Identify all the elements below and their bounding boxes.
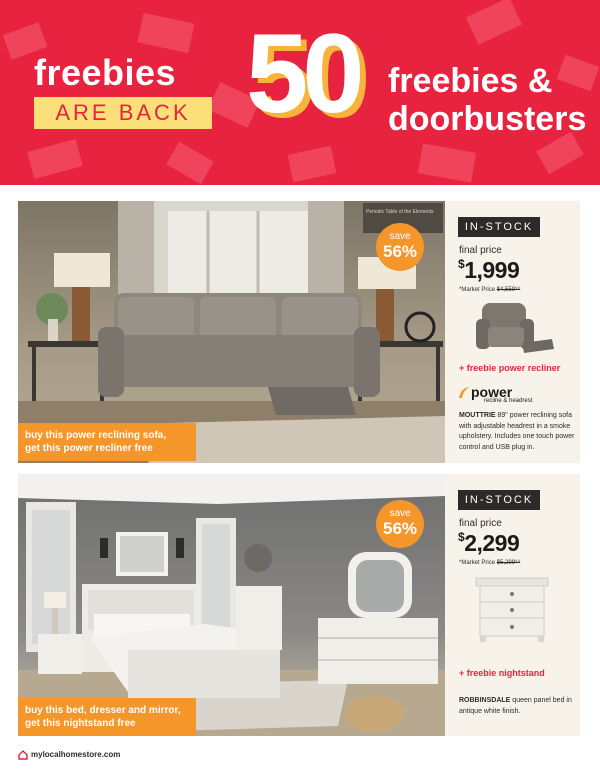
product-description: MOUTTRIE 89" power reclining sofa with adjustable headrest in a smoke upholstery. Includes one touch power control and USB plug in. (459, 412, 575, 451)
offer-caption-line2: get this nightstand free (25, 718, 136, 729)
offer-caption (18, 423, 196, 461)
wall-sign-text: Periodic Table of the Elements (366, 209, 434, 215)
banner-subtitle: ARE BACK (34, 97, 212, 129)
sculpture-icon (406, 313, 434, 341)
lamp-shade-icon (54, 253, 110, 287)
lamp-shade-icon (44, 592, 66, 608)
confetti-shape (536, 132, 584, 175)
freebie-offer: + freebie power recliner (459, 363, 561, 373)
final-price: $1,999 (458, 257, 520, 283)
confetti-shape (137, 13, 194, 53)
confetti-shape (166, 142, 214, 185)
offer-caption-line2: get this power recliner free (25, 443, 153, 454)
website-link[interactable]: mylocalhomestore.com (31, 750, 121, 759)
sconce-icon (176, 538, 184, 558)
side-table-icon (28, 341, 108, 347)
power-recline-logo (458, 384, 576, 406)
sofa-icon (98, 293, 380, 415)
market-price: *Market Price $5,299⁹⁹ (459, 560, 521, 566)
product-info-sofa (458, 201, 576, 463)
sconce-icon (100, 538, 108, 558)
confetti-shape (418, 144, 476, 183)
market-price: *Market Price $4,559⁹⁹ (459, 287, 521, 293)
confetti-shape (288, 146, 337, 183)
banner-number: 50 (246, 11, 359, 136)
home-icon (18, 750, 28, 760)
product-card-sofa[interactable] (18, 201, 580, 463)
product-description: ROBBINSDALE queen panel bed in antique white finish. (459, 697, 572, 715)
wall-shelf-icon (244, 544, 272, 572)
nightstand-icon (38, 634, 82, 674)
final-price-label: final price (459, 518, 502, 529)
recliner-icon (472, 299, 558, 357)
product-photo-bedroom[interactable] (18, 474, 445, 736)
product-info-bedroom (458, 474, 576, 736)
final-price: $2,299 (458, 530, 520, 556)
hero-banner (0, 0, 600, 185)
confetti-shape (27, 139, 83, 179)
product-photo-sofa[interactable] (18, 201, 445, 463)
offer-caption-line1: buy this bed, dresser and mirror, (25, 705, 181, 716)
pouf-icon (344, 696, 404, 732)
lamp-base-icon (72, 287, 90, 341)
offer-caption-line1: buy this power reclining sofa, (25, 430, 167, 441)
banner-headline-line1: freebies & (388, 62, 553, 100)
power-logo-sub: recline & headrest (484, 398, 533, 404)
confetti-shape (466, 0, 522, 45)
product-card-bedroom[interactable] (18, 474, 580, 736)
banner-title: freebies (34, 52, 177, 93)
freebie-offer: + freebie nightstand (459, 668, 545, 678)
confetti-shape (557, 55, 600, 92)
banner-headline-line2: doorbusters (388, 100, 587, 138)
save-badge: save 56% (376, 223, 424, 271)
in-stock-badge: IN-STOCK (458, 217, 540, 237)
save-badge: save 56% (376, 500, 424, 548)
dresser-icon (318, 618, 438, 684)
final-price-label: final price (459, 245, 502, 256)
power-swoosh-icon (458, 386, 470, 400)
nightstand-icon (472, 574, 552, 644)
power-logo-word: power (471, 384, 513, 400)
offer-caption (18, 698, 196, 736)
chest-icon (236, 586, 282, 650)
in-stock-badge: IN-STOCK (458, 490, 540, 510)
